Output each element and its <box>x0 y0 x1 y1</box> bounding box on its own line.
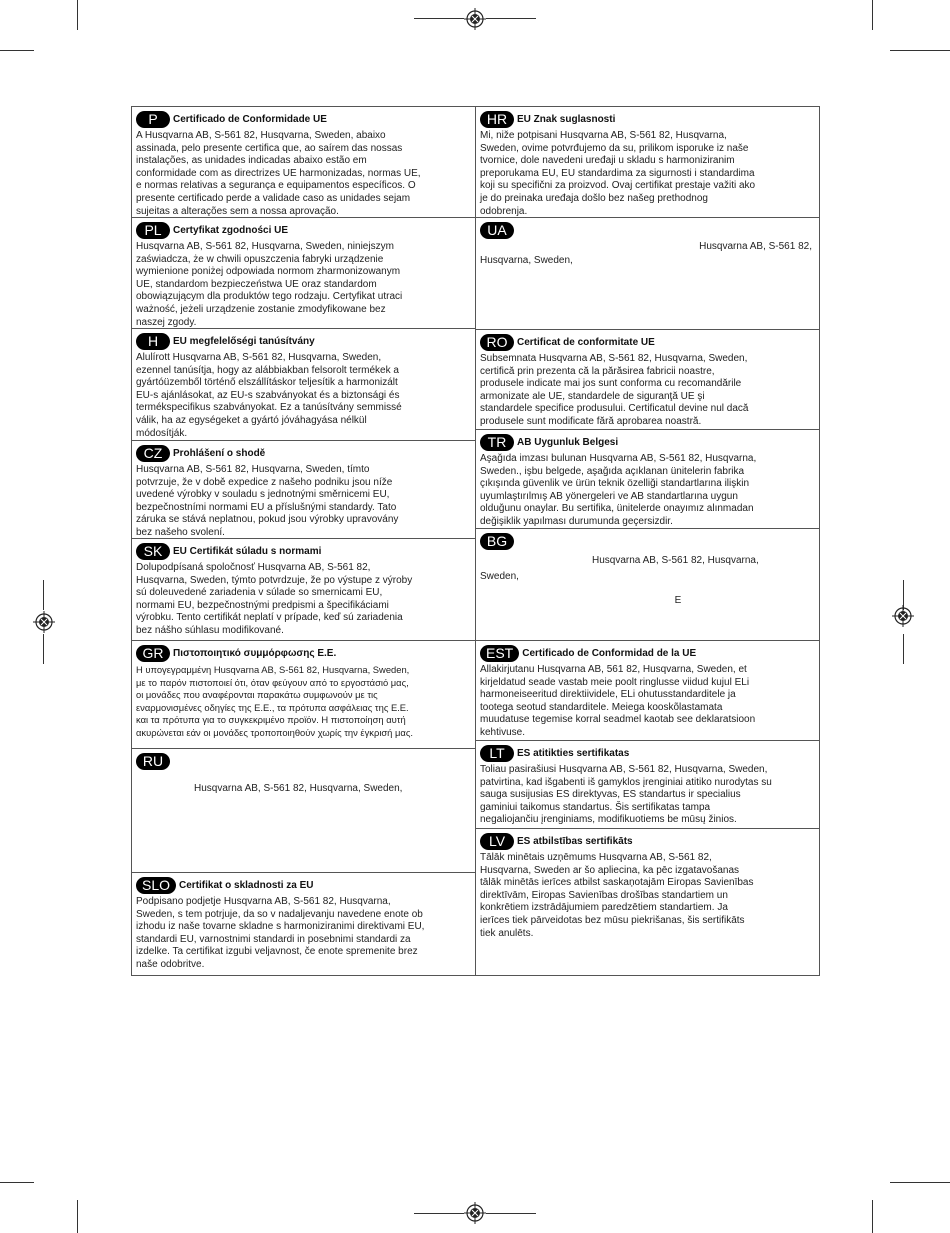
language-badge: RO <box>480 334 514 351</box>
certificate-gr <box>132 641 475 749</box>
certificate-cz <box>132 441 475 539</box>
language-badge: CZ <box>136 445 170 462</box>
certificate-body: Alulírott Husqvarna AB, S-561 82, Husqvarna, Sweden, ezennel tanúsítja, hogy az alábbiakban felsorolt termékek a gyártóüzemből történő elszállításkor teljesítik a harmonizált EU-s ajánlásokat, az EU-s szabványokat és a biztonsági és termékspecifikus szabványokat. Ez a tanúsítvány semmissé válik, ha az egységeket a gyártó jóváhagyása nélkül módosítják. <box>136 352 402 439</box>
certificate-body: Podpisano podjetje Husqvarna AB, S-561 82, Husqvarna, Sweden, s tem potrjuje, da so v nadaljevanju navedene enote ob izhodu iz naše tovarne skladne s harmoniziranimi direktivami EU, standardi EU, varnostnimi standardi in posebnimi standardi za izdelke. Ta certifikat izgubi veljavnost, če enote spremenite brez naše odobritve. <box>136 896 425 970</box>
certificate-title: ES atitikties sertifikatas <box>517 748 630 759</box>
language-badge: RU <box>136 753 170 770</box>
language-badge: LV <box>480 833 514 850</box>
certificate-body-line: E <box>674 595 682 607</box>
certificate-body-line: Husqvarna AB, S-561 82, <box>699 241 812 252</box>
certificate-ro <box>476 330 820 430</box>
certificate-header <box>136 876 471 895</box>
certificate-header <box>480 333 816 352</box>
certificate-title: AB Uygunluk Belgesi <box>517 437 619 448</box>
registration-mark-icon <box>892 605 914 627</box>
crop-mark <box>0 50 34 51</box>
certificate-title: Certificat de conformitate UE <box>517 337 655 348</box>
certificate-title: Certifikat o skladnosti za EU <box>179 880 314 891</box>
language-badge: TR <box>480 434 514 451</box>
crop-mark <box>43 580 44 610</box>
language-badge: GR <box>136 645 170 662</box>
registration-mark-icon <box>464 1202 486 1224</box>
certificate-title: EU Certifikát súladu s normami <box>173 546 322 557</box>
certificate-bg <box>476 529 820 641</box>
certificate-lt <box>476 741 820 829</box>
certificate-header <box>480 744 816 763</box>
certificate-header <box>480 221 816 240</box>
certificate-body: Subsemnata Husqvarna AB, S-561 82, Husqvarna, Sweden, certifică prin prezenta că la părăsirea fabricii noastre, produsele indicate mai jos sunt conforma cu recomandările armonizate ale UE, standardele de siguranţă UE şi standardele specifice produsului. Certificatul devine nul dacă produsele sunt modificate fără aprobarea noastră. <box>480 353 749 427</box>
crop-mark <box>903 634 904 664</box>
registration-mark-icon <box>464 8 486 30</box>
language-badge: BG <box>480 533 514 550</box>
certificate-grid <box>131 106 820 976</box>
certificate-body: Husqvarna AB, S-561 82, Husqvarna, Sweden, niniejszym zaświadcza, że w chwili opuszczenia fabryki urządzenie wymienione poniżej odpowiada normom zharmonizowanym UE, standardom bezpieczeństwa UE oraz standardom obowiązującym dla produktów tego rodzaju. Certyfikat utraci ważność, jeżeli urządzenie zostanie zmodyfikowane bez naszej zgody. <box>136 241 403 328</box>
crop-mark <box>414 1213 464 1214</box>
certificate-body: Mi, niže potpisani Husqvarna AB, S-561 82, Husqvarna, Sweden, ovime potvrđujemo da su, prilikom isporuke iz naše tvornice, dole navedeni uređaji u skladu s harmoniziranim preporukama EU, EU standardima za sigurnosti i standardima koji su specifični za proizvod. Ovaj certifikat prestaje važiti ako je do preinaka uređaja došlo bez našeg prethodnog odobrenja. <box>480 130 756 217</box>
certificate-body-line: Husqvarna, Sweden, <box>480 254 573 266</box>
certificate-body: Tālāk minētais uzņēmums Husqvarna AB, S-561 82, Husqvarna, Sweden ar šo apliecina, ka pēc izgatavošanas tālāk minētās ierīces atbilst saskaņotajām Eiropas Savienības direktīvām, Eiropas Savienības drošības standartiem un konkrētiem izstrādājumiem paredzētiem standartiem. Ja ierīces tiek pārveidotas bez mūsu piekrišanas, šis sertifikāts tiek anulēts. <box>480 852 754 939</box>
certificate-body-line: Sweden, <box>480 570 519 582</box>
certificate-title: ES atbilstības sertifikāts <box>517 836 633 847</box>
certificate-header <box>480 532 816 551</box>
certificate-header <box>480 110 816 129</box>
language-badge: SLO <box>136 877 176 894</box>
crop-mark <box>486 18 536 19</box>
language-badge: LT <box>480 745 514 762</box>
crop-mark <box>890 50 950 51</box>
certificate-body: Toliau pasirašiusi Husqvarna AB, S-561 82, Husqvarna, Sweden, patvirtina, kad išgabenti iš gamyklos įrenginiai atitiko nurodytas su sauga susijusias ES direktyvas, ES standartus ir specialius gaminiui taikomus standartus. Šis sertifikatas tampa negaliojančiu įrenginiams, modifikuotiems be mūsų žinios. <box>480 764 772 826</box>
crop-mark <box>486 1213 536 1214</box>
certificate-title: EU Znak suglasnosti <box>517 114 616 125</box>
language-badge: H <box>136 333 170 350</box>
certificate-title: Prohlášení o shodě <box>173 448 266 459</box>
certificate-h <box>132 329 475 441</box>
registration-mark-icon <box>33 611 55 633</box>
certificate-body: Dolupodpísaná spoločnosť Husqvarna AB, S-561 82, Husqvarna, Sweden, týmto potvrdzuje, že po výstupe z výroby sú doleuvedené zariadenia v súlade so smernicami EU, normami EU, bezpečnostnými predpismi a špecifikáciami výrobku. Tento certifikát neplatí v prípade, keď sú zariadenia bez nášho súhlasu modifikované. <box>136 562 413 636</box>
certificate-body: Husqvarna AB, S-561 82, Husqvarna, Sweden, <box>194 783 403 794</box>
certificate-body: A Husqvarna AB, S-561 82, Husqvarna, Sweden, abaixo assinada, pelo presente certifica que, ao saírem das nossas instalações, as unidades indicadas abaixo estão em conformidade com as directrizes UE harmonizadas, normas UE, e normas relativas a segurança e equipamentos específicos. O presente certificado perde a validade caso as unidades sejam sujeitas a alterações sem a nossa aprovação. <box>136 130 421 217</box>
crop-mark <box>0 1182 34 1183</box>
certificate-lv <box>476 829 820 975</box>
language-badge: P <box>136 111 170 128</box>
certificate-body: Aşağıda imzası bulunan Husqvarna AB, S-561 82, Husqvarna, Sweden., işbu belgede, aşağıda açıklanan ünitelerin fabrika çıkışında güvenlik ve ürün teknik özelliği standartlarına ilişkin uyumlaştırılmış AB yönergeleri ve AB standartlarına uygun olduğunu onaylar. Bu sertifika, ünitelerde onayımız alınmadan değişiklik yapılması durumunda geçersizdir. <box>480 453 757 527</box>
certificate-hr <box>476 107 820 218</box>
language-badge: PL <box>136 222 170 239</box>
language-badge: UA <box>480 222 514 239</box>
certificate-header <box>480 433 816 452</box>
certificate-est <box>476 641 820 741</box>
certificate-header <box>136 444 471 463</box>
certificate-body: Η υπογεγραμμένη Husqvarna AB, S-561 82, Husqvarna, Sweden, με το παρόν πιστοποιεί ότι, όταν φεύγουν από το εργοστάσιό μας, οι μονάδες που αναφέρονται παρακάτω συμφωνούν με τις εναρμονισμένες οδηγίες της Ε.Ε., τα πρότυπα ασφάλειας της Ε.Ε. και τα πρότυπα για το συγκεκριμένο προϊόν. Η πιστοποίηση αυτή ακυρώνεται εάν οι μονάδες τροποποιηθούν χωρίς την έγκρισή μας. <box>136 664 413 738</box>
certificate-sk <box>132 539 475 641</box>
certificate-title: EU megfelelőségi tanúsítvány <box>173 336 315 347</box>
certificate-body-line: Husqvarna AB, S-561 82, Husqvarna, <box>592 555 759 566</box>
crop-mark <box>77 0 78 30</box>
certificate-header <box>136 110 471 129</box>
certificate-pl <box>132 218 475 329</box>
certificate-title: Certificado de Conformidad de la UE <box>522 648 697 659</box>
certificate-header <box>136 644 471 663</box>
certificate-header <box>136 332 471 351</box>
crop-mark <box>872 1200 873 1233</box>
certificate-title: Certyfikat zgodności UE <box>173 225 289 236</box>
certificate-header <box>136 752 471 771</box>
language-badge: HR <box>480 111 514 128</box>
certificate-tr <box>476 430 820 529</box>
certificate-body: Allakirjutanu Husqvarna AB, 561 82, Husqvarna, Sweden, et kirjeldatud seade vastab meie poolt ringlusse viidud kujul ELi harmoneiseeritud direktiividele, ELi ohutusstandarditele ja tootega seotud standarditele. Meiega kooskõlastamata muudatuse tegemise korral seadmel kaotab see deklaratsioon kehtivuse. <box>480 664 756 738</box>
certificate-ru <box>132 749 475 873</box>
certificate-slo <box>132 873 475 975</box>
certificate-body: Husqvarna AB, S-561 82, Husqvarna, Sweden, tímto potvrzuje, že v době expedice z našeho podniku jsou níže uvedené výrobky v souladu s jednotnými směrnicemi EU, bezpečnostními normami EU a příslušnými standardy. Tato záruka se stává neplatnou, pokud jsou výrobky upravovány bez našeho svolení. <box>136 464 399 538</box>
crop-mark <box>890 1182 950 1183</box>
right-column <box>475 107 820 975</box>
certificate-header <box>136 542 471 561</box>
language-badge: EST <box>480 645 519 662</box>
certificate-title: Πιστοποιητικό συμμόρφωσης Ε.Ε. <box>173 648 337 659</box>
certificate-header <box>480 644 816 663</box>
language-badge: SK <box>136 543 170 560</box>
certificate-ua <box>476 218 820 330</box>
crop-mark <box>872 0 873 30</box>
certificate-title: Certificado de Conformidade UE <box>173 114 327 125</box>
crop-mark <box>43 634 44 664</box>
certificate-p <box>132 107 475 218</box>
certificate-header <box>480 832 816 851</box>
crop-mark <box>414 18 464 19</box>
crop-mark <box>77 1200 78 1233</box>
certificate-header <box>136 221 471 240</box>
